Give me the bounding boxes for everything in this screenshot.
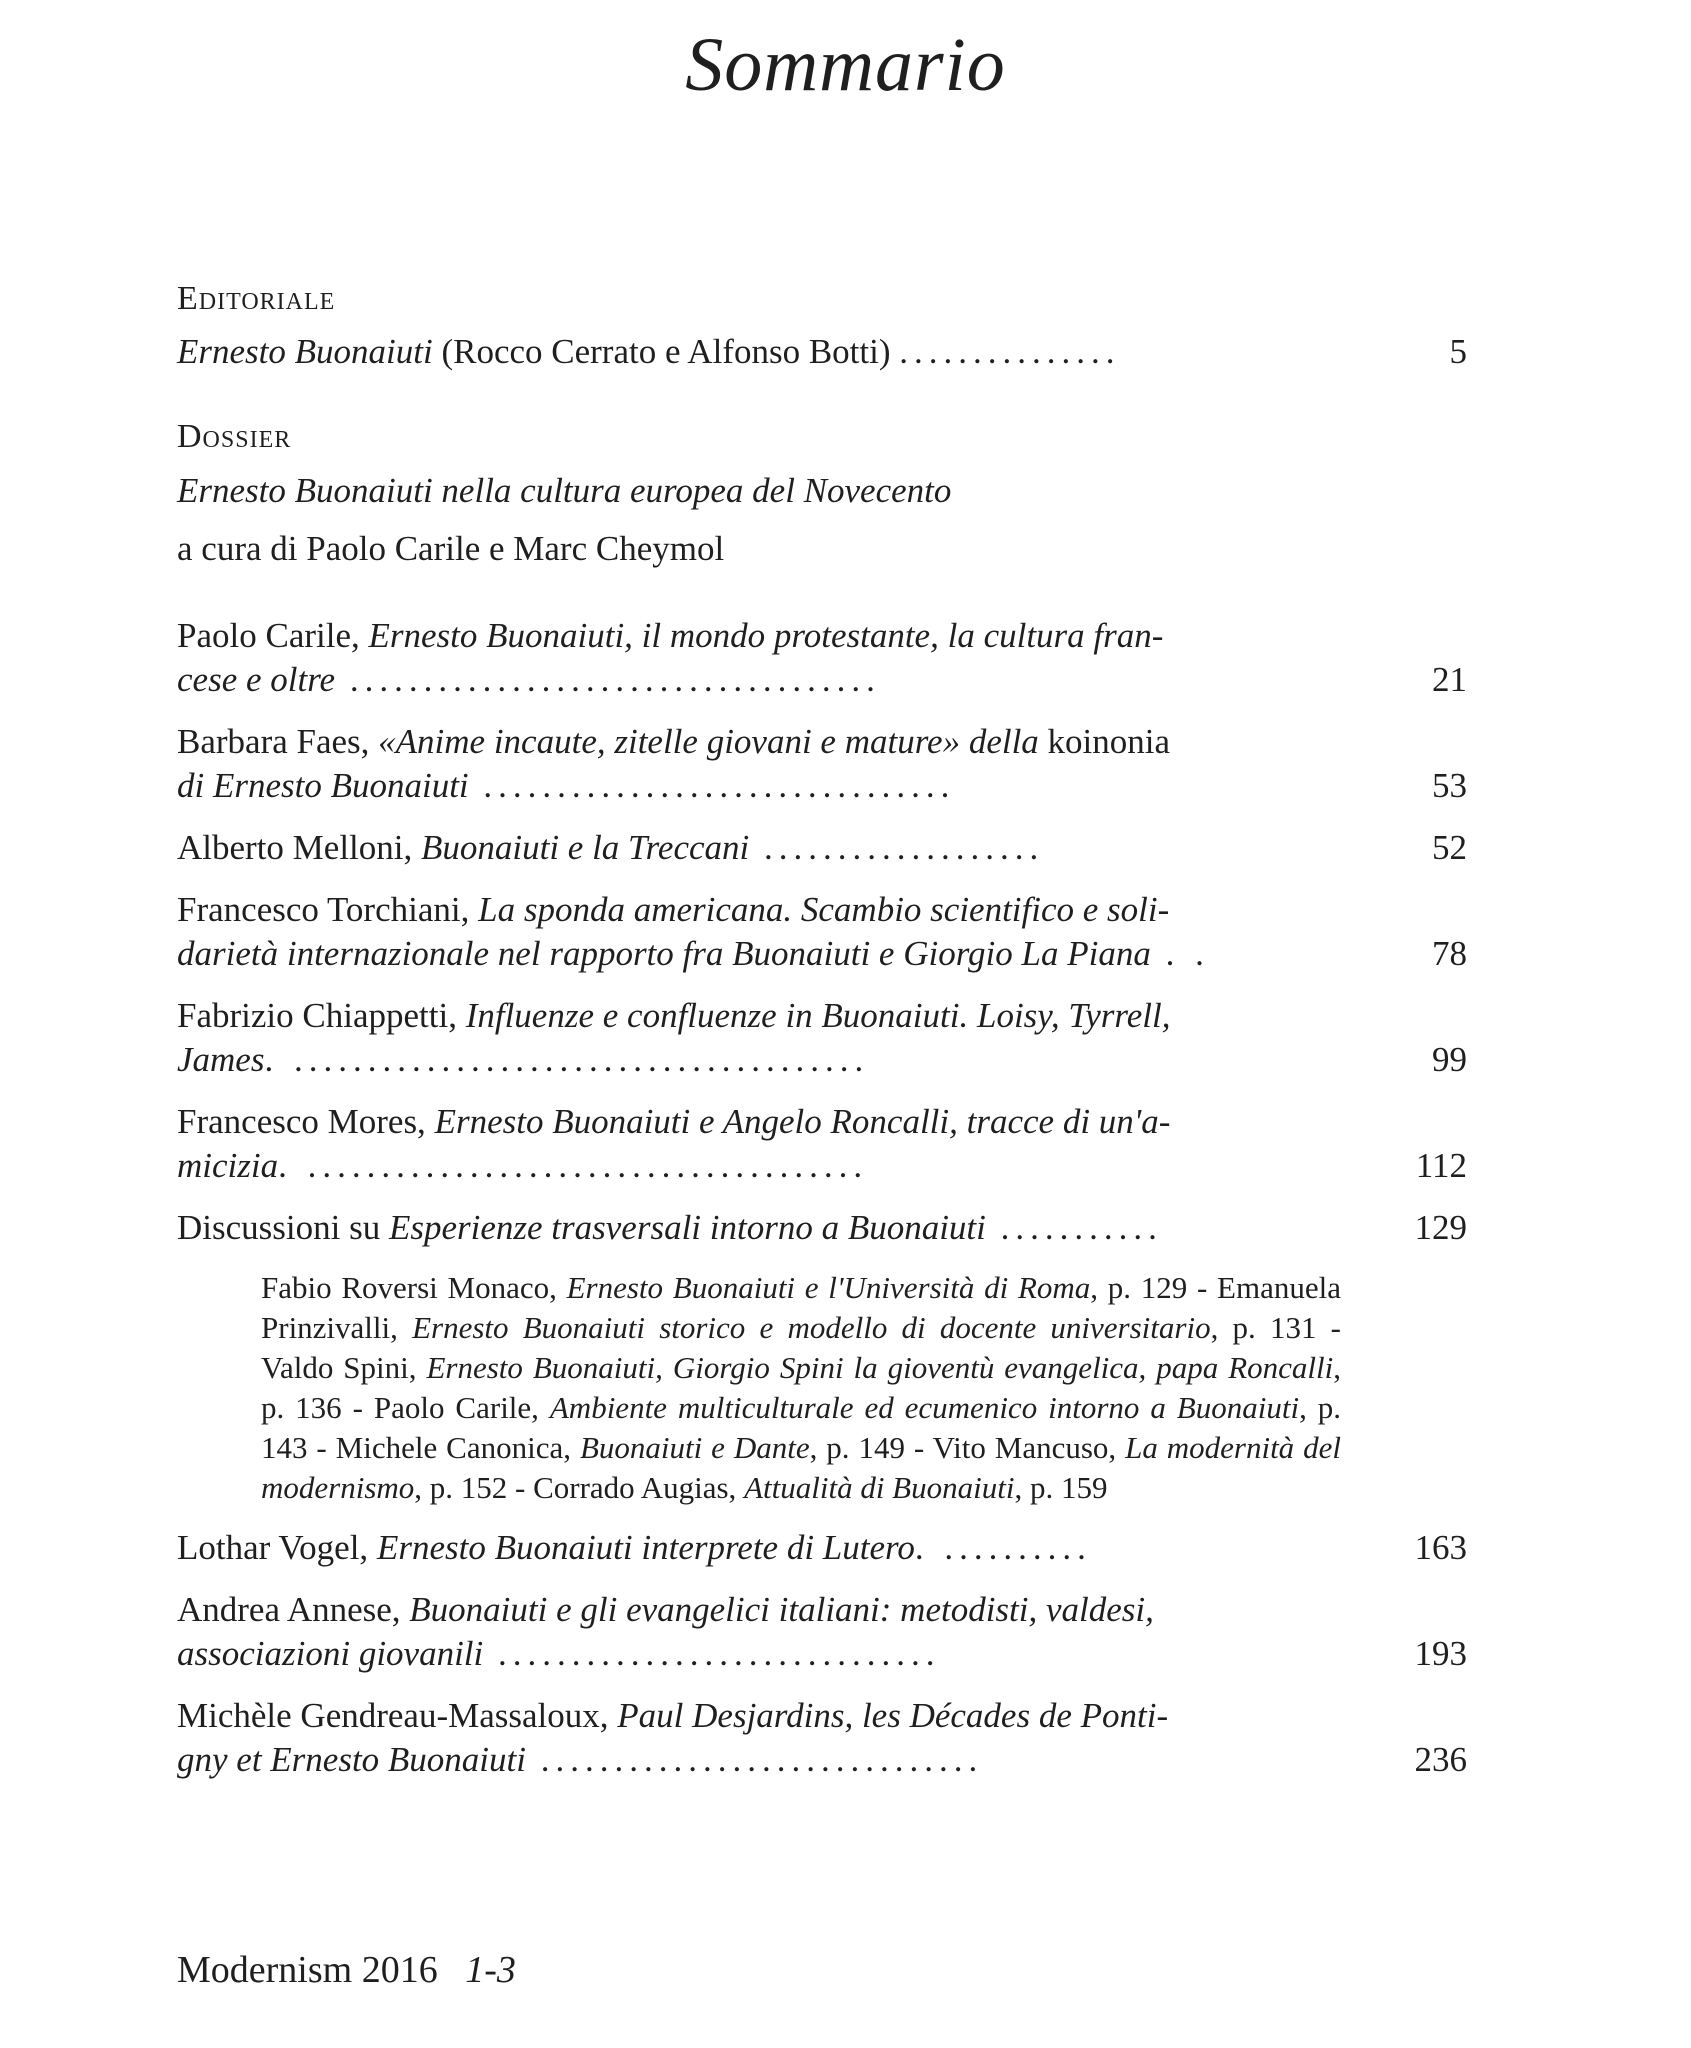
leader-dots: .............................. (483, 1634, 941, 1673)
discussioni-details (261, 1268, 1341, 1508)
entry-author: Alberto Melloni, (177, 828, 421, 867)
entry-line (177, 1100, 1327, 1144)
entry-line (177, 1038, 1327, 1082)
page-number: 99 (1432, 1040, 1467, 1079)
discussion-title: Ernesto Buonaiuti, Giorgio Spini la gioventù evangelica, papa Roncalli (426, 1350, 1334, 1385)
page-number: 21 (1432, 660, 1467, 699)
entry-text (177, 1100, 1327, 1188)
dossier-entries (177, 614, 1467, 1188)
page-number: 129 (1414, 1208, 1467, 1247)
section-heading-dossier: Dossier (177, 418, 292, 455)
entry-authors: (Rocco Cerrato e Alfonso Botti) (432, 332, 900, 371)
issue-number: 1-3 (465, 1949, 516, 1991)
toc-entry[interactable] (177, 888, 1467, 976)
discussion-title: Ambiente multiculturale ed ecumenico intorno a Buonaiuti (549, 1390, 1300, 1425)
toc-entry[interactable] (177, 826, 1467, 870)
leader-dots: . ...................................... (278, 1146, 869, 1185)
entry-author: Andrea Annese, (177, 1590, 410, 1629)
leader-dots: . ....................................... (264, 1040, 870, 1079)
entry-title: darietà internazionale nel rapporto fra Buonaiuti e Giorgio La Piana (177, 934, 1151, 973)
entry-text (177, 994, 1327, 1082)
leader-dots: . . (1150, 934, 1210, 973)
discussion-title: La modernità del modernismo (261, 1430, 1341, 1505)
entry-title: «Anime incaute, zitelle giovani e mature» della (378, 722, 1048, 761)
leader-dots: ............... (899, 332, 1121, 371)
entry-title: Ernesto Buonaiuti e Angelo Roncalli, tracce di un'a- (434, 1102, 1171, 1141)
page-number: 52 (1432, 828, 1467, 867)
leader-dots: ................................ (468, 766, 956, 805)
entry-text (177, 1694, 1327, 1782)
page-number: 193 (1414, 1634, 1467, 1673)
discussion-text: , p. 159 (1014, 1470, 1108, 1505)
entry-line (177, 888, 1327, 932)
toc-entry-editoriale[interactable] (177, 330, 1467, 374)
entry-title: Esperienze trasversali intorno a Buonaiuti (388, 1208, 986, 1247)
toc-entry[interactable] (177, 1526, 1467, 1570)
entry-title: micizia (177, 1146, 279, 1185)
entry-line (177, 1144, 1327, 1188)
discussion-text: , p. 129 - Emanuela Prinzivalli, (261, 1270, 1341, 1345)
entry-title: Ernesto Buonaiuti interprete di Lutero (376, 1528, 915, 1567)
entry-title: gny et Ernesto Buonaiuti (177, 1740, 526, 1779)
entry-line (177, 1694, 1327, 1738)
entry-title: associazioni giovanili (177, 1634, 484, 1673)
entry-line (177, 658, 1327, 702)
entry-author: Francesco Torchiani, (177, 890, 479, 929)
entry-title: James (177, 1040, 265, 1079)
page-title: Sommario (685, 23, 1006, 107)
dossier-curators: a cura di Paolo Carile e Marc Cheymol (177, 529, 725, 568)
entry-author: Francesco Mores, (177, 1102, 435, 1141)
discussion-text: , p. 131 - Valdo Spini, (261, 1310, 1341, 1385)
entry-text (177, 1588, 1327, 1676)
entry-title: Influenze e confluenze in Buonaiuti. Loisy, Tyrrell, (465, 996, 1171, 1035)
toc-entry[interactable] (177, 720, 1467, 808)
journal-name: Modernism 2016 (177, 1949, 438, 1991)
entry-text (177, 614, 1327, 702)
leader-dots: ................... (749, 828, 1045, 867)
entry-text (177, 888, 1327, 976)
toc-entry-discussioni[interactable] (177, 1206, 1467, 1250)
toc-entry[interactable] (177, 1100, 1467, 1188)
discussion-text: , p. 149 - Vito Mancuso, (809, 1430, 1126, 1465)
entry-author: Fabrizio Chiappetti, (177, 996, 466, 1035)
page-number: 112 (1415, 1146, 1467, 1185)
entry-text (177, 1526, 1327, 1570)
entry-title: Ernesto Buonaiuti (177, 332, 433, 371)
discussion-title: Ernesto Buonaiuti e l'Università di Roma (566, 1270, 1091, 1305)
page-number: 163 (1414, 1528, 1467, 1567)
entry-title: cese e oltre (177, 660, 336, 699)
discussion-text: , p. 152 - Corrado Augias, (414, 1470, 745, 1505)
entry-prefix: Discussioni su (177, 1208, 389, 1247)
page-footer (177, 1948, 516, 1992)
page-number: 236 (1414, 1740, 1467, 1779)
page-number: 5 (1449, 332, 1467, 371)
discussion-text: , p. 136 - Paolo Carile, (261, 1350, 1341, 1425)
entry-line (177, 1588, 1327, 1632)
entry-author: Lothar Vogel, (177, 1528, 377, 1567)
leader-dots: . .......... (914, 1528, 1092, 1567)
leader-dots: .................................... (335, 660, 881, 699)
page-number: 78 (1432, 934, 1467, 973)
discussion-title: Attualità di Buonaiuti (744, 1470, 1015, 1505)
toc-entry[interactable] (177, 614, 1467, 702)
discussion-title: Buonaiuti e Dante (579, 1430, 810, 1465)
section-heading-editoriale: Editoriale (177, 280, 336, 317)
entry-title: Buonaiuti e gli evangelici italiani: metodisti, valdesi, (409, 1590, 1154, 1629)
discussion-text: , p. 143 - Michele Canonica, (261, 1390, 1342, 1465)
page-number: 53 (1432, 766, 1467, 805)
entry-title: Paul Desjardins, les Décades de Ponti- (617, 1696, 1169, 1735)
discussion-title: Ernesto Buonaiuti storico e modello di docente universitario (412, 1310, 1211, 1345)
leader-dots: .............................. (525, 1740, 984, 1779)
entry-title: Ernesto Buonaiuti, il mondo protestante, la cultura fran- (368, 616, 1164, 655)
entry-author: Paolo Carile, (177, 616, 369, 655)
entry-author: Michèle Gendreau-Massaloux, (177, 1696, 618, 1735)
entry-line (177, 994, 1327, 1038)
dossier-entries-after (177, 1526, 1467, 1782)
entry-line (177, 932, 1327, 976)
leader-dots: ........... (985, 1208, 1163, 1247)
entry-title-plain: koinonia (1047, 722, 1171, 761)
entry-line (177, 1738, 1327, 1782)
entry-line (177, 1632, 1327, 1676)
entry-line (177, 1526, 1327, 1570)
table-of-contents (177, 280, 1467, 1782)
entry-line (177, 720, 1327, 764)
entry-line (177, 614, 1327, 658)
dossier-subtitle: Ernesto Buonaiuti nella cultura europea del Novecento (177, 471, 952, 510)
toc-entry[interactable] (177, 994, 1467, 1082)
entry-line (177, 764, 1327, 808)
toc-entry[interactable] (177, 1694, 1467, 1782)
entry-author: Barbara Faes, (177, 722, 379, 761)
entry-text (177, 826, 1327, 870)
entry-title: La sponda americana. Scambio scientifico e soli- (478, 890, 1170, 929)
toc-entry[interactable] (177, 1588, 1467, 1676)
entry-title: di Ernesto Buonaiuti (177, 766, 469, 805)
entry-title: Buonaiuti e la Treccani (421, 828, 750, 867)
discussion-text: Fabio Roversi Monaco, (261, 1270, 567, 1305)
entry-line (177, 826, 1327, 870)
entry-text (177, 720, 1327, 808)
